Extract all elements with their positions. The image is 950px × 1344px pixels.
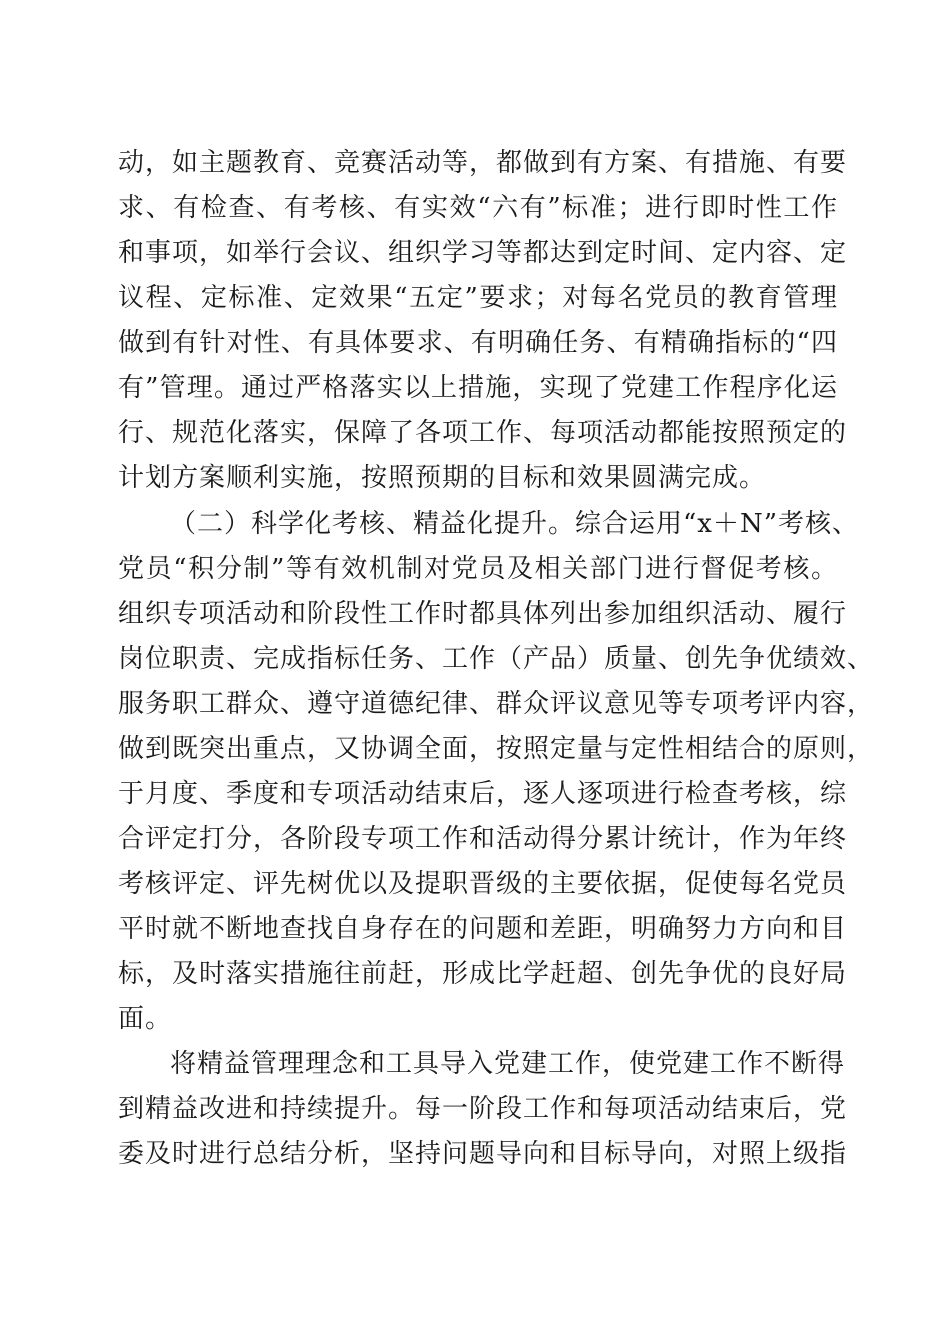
- text-line: 做到有针对性、有具体要求、有明确任务、有精确指标的“四: [118, 328, 838, 358]
- text-line: 标，及时落实措施往前赶，形成比学赶超、创先争优的良好局: [118, 959, 848, 989]
- text-line: 岗位职责、完成指标任务、工作（产品）质量、创先争优绩效、: [118, 644, 875, 674]
- text-line: 服务职工群众、遵守道德纪律、群众评议意见等专项考评内容，: [118, 689, 875, 719]
- text-line: 和事项，如举行会议、组织学习等都达到定时间、定内容、定: [118, 238, 848, 268]
- text-line: 委及时进行总结分析，坚持问题导向和目标导向，对照上级指: [118, 1139, 848, 1169]
- heading-line-rest: 综合运用“x＋N”考核、: [575, 509, 860, 539]
- text-line: 行、规范化落实，保障了各项工作、每项活动都能按照预定的: [118, 418, 848, 448]
- text-line: 考核评定、评先树优以及提职晋级的主要依据，促使每名党员: [118, 869, 848, 899]
- text-line: 动，如主题教育、竞赛活动等，都做到有方案、有措施、有要: [118, 148, 848, 178]
- text-line: 议程、定标准、定效果“五定”要求；对每名党员的教育管理: [118, 283, 838, 313]
- text-line: 有”管理。通过严格落实以上措施，实现了党建工作程序化运: [118, 373, 838, 403]
- text-line: 党员“积分制”等有效机制对党员及相关部门进行督促考核。: [118, 554, 838, 584]
- text-line: 将精益管理理念和工具导入党建工作，使党建工作不断得: [170, 1049, 846, 1079]
- text-line: 于月度、季度和专项活动结束后，逐人逐项进行检查考核，综: [118, 779, 848, 809]
- text-line: 平时就不断地查找自身存在的问题和差距，明确努力方向和目: [118, 914, 848, 944]
- text-line: 求、有检查、有考核、有实效“六有”标准；进行即时性工作: [118, 193, 838, 223]
- text-line: 面。: [118, 1004, 173, 1034]
- text-line: 到精益改进和持续提升。每一阶段工作和每项活动结束后，党: [118, 1094, 848, 1124]
- text-line: 组织专项活动和阶段性工作时都具体列出参加组织活动、履行: [118, 599, 848, 629]
- text-line: 做到既突出重点，又协调全面，按照定量与定性相结合的原则，: [118, 734, 875, 764]
- section-heading-line: [170, 508, 860, 540]
- section-heading: （二）科学化考核、精益化提升。: [170, 509, 576, 539]
- text-line: 合评定打分，各阶段专项工作和活动得分累计统计，作为年终: [118, 824, 848, 854]
- text-line: 计划方案顺利实施，按照预期的目标和效果圆满完成。: [118, 463, 767, 493]
